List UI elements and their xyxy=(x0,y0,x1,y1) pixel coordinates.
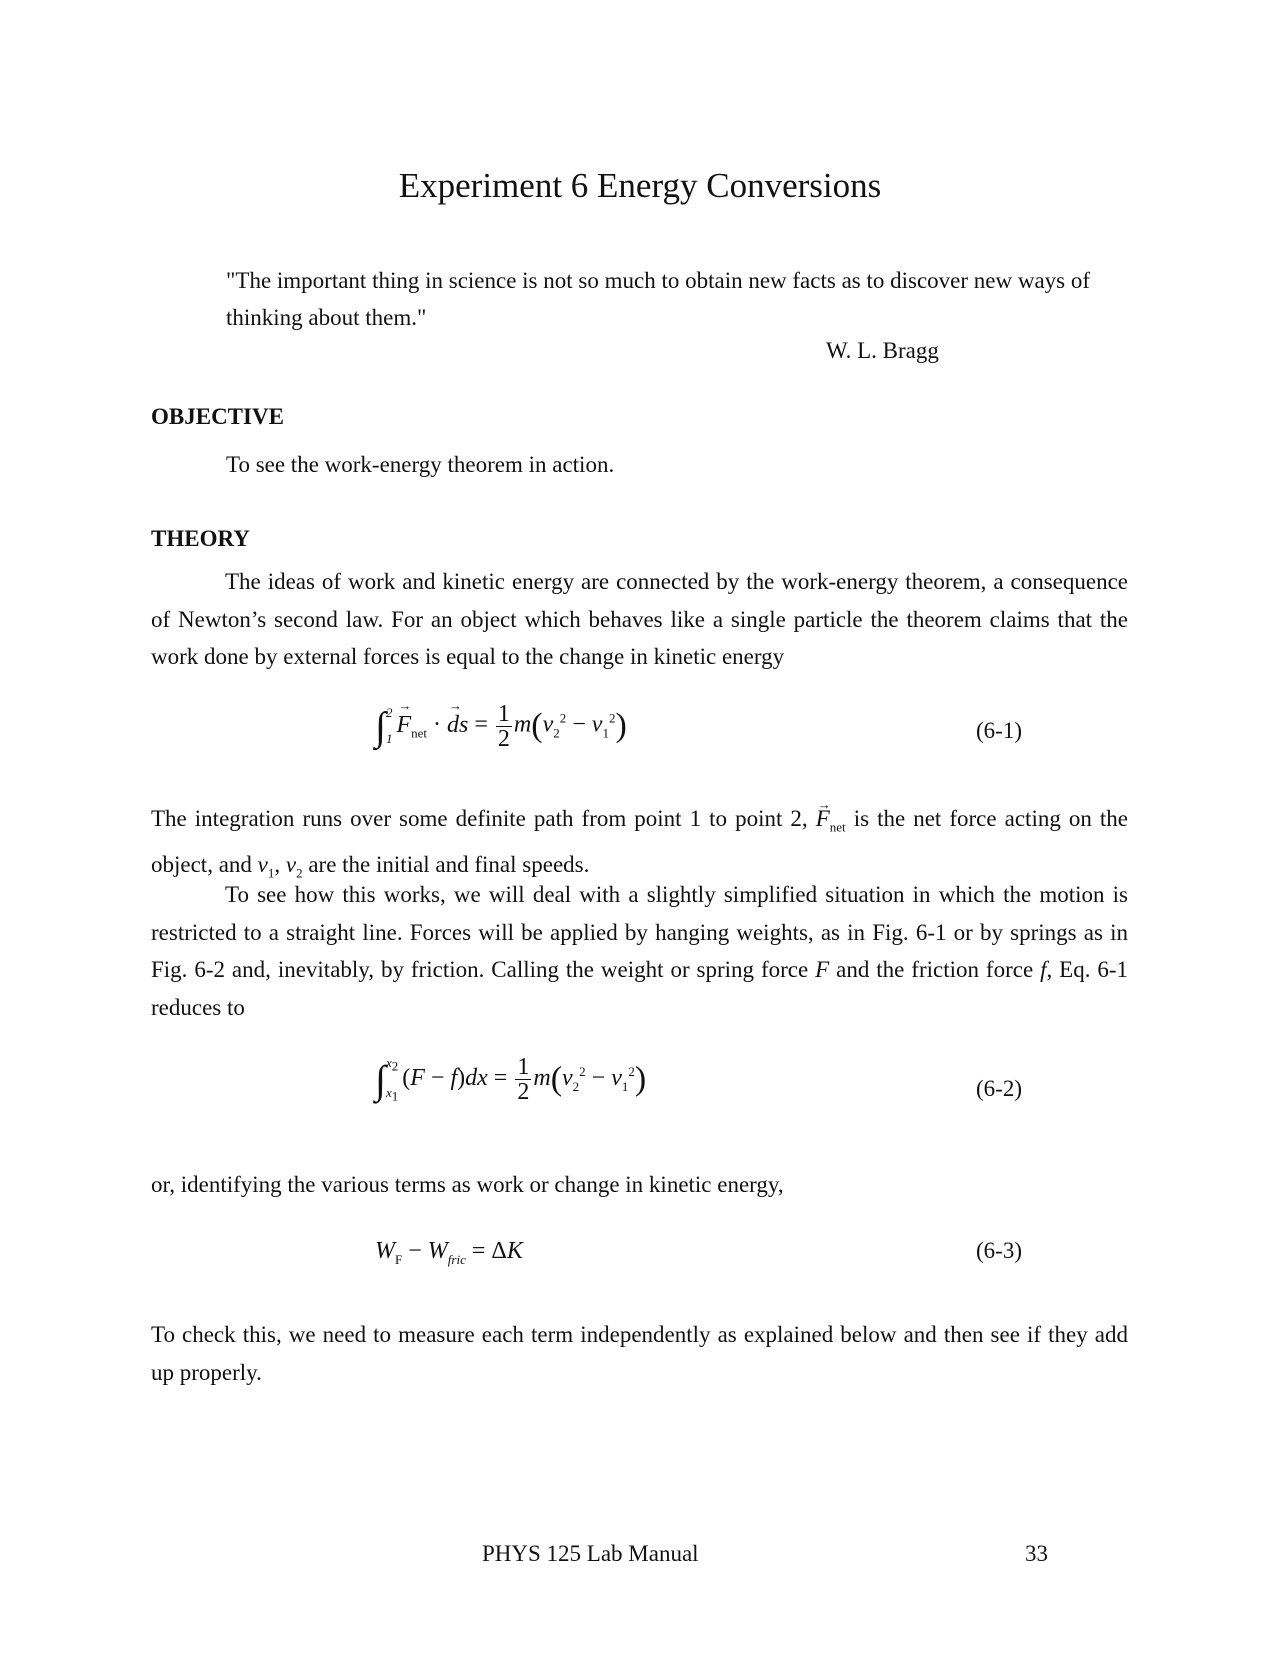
theory-paragraph-1: The ideas of work and kinetic energy are connected by the work-energy theorem, a consequence of Newton’s second law. For an object which behaves like a single particle the theorem claims that the work done by external forces is equal to the change in kinetic energy xyxy=(151,569,1128,669)
theory-paragraph-2: The integration runs over some definite path from point 1 to point 2, → $F_{net}$ is the net force acting on the object, and $v_1$, $v_2$ are the initial and final speeds. xyxy=(151,800,1128,892)
equation-number-6-2: (6-2) xyxy=(976,1076,1022,1101)
equation-6-3: $W_F - W_{fric} = \Delta K$ xyxy=(375,1238,523,1267)
theory-heading: THEORY xyxy=(151,526,250,551)
page-title: Experiment 6 Energy Conversions xyxy=(398,166,882,205)
epigraph-author: W. L. Bragg xyxy=(826,338,939,363)
theory-paragraph-3: To see how this works, we will deal with a slightly simplified situation in which the motion is restricted to a straight line. Forces will be applied by hanging weights, as in Fig. 6-1 or by springs as in Fig. 6-2 and, inevitably, by friction. Calling the weight or spring force F and the friction force f, Eq. 6-1 reduces to xyxy=(151,882,1129,1020)
equation-number-6-3: (6-3) xyxy=(976,1238,1022,1263)
footer-manual-title: PHYS 125 Lab Manual xyxy=(482,1541,699,1566)
theory-paragraph-5: To check this, we need to measure each term independently as explained below and then see if they add up properly. xyxy=(151,1322,1128,1385)
equation-number-6-1: (6-1) xyxy=(976,718,1022,743)
theory-paragraph-4: or, identifying the various terms as work or change in kinetic energy, xyxy=(151,1172,784,1197)
objective-heading: OBJECTIVE xyxy=(151,404,284,429)
equation-6-2: ∫ $x_2$ $x_1$ (F − f)dx = $\frac{1}{2}$ $m(v_2^2 - v_1^2)$ xyxy=(375,1054,647,1106)
footer-page-number: 33 xyxy=(1025,1541,1048,1566)
objective-text: To see the work-energy theorem in action. xyxy=(226,452,615,477)
epigraph-quote: "The important thing in science is not so much to obtain new facts as to discover new ways of thinking about them." xyxy=(226,268,1091,330)
integral-symbol: ∫ xyxy=(375,703,386,749)
equation-6-1: ∫ 2 1 → $F_{net}$ · → ds = $\frac{1}{2}$ $m(v_2^2 - v_1^2)$ xyxy=(375,700,627,752)
